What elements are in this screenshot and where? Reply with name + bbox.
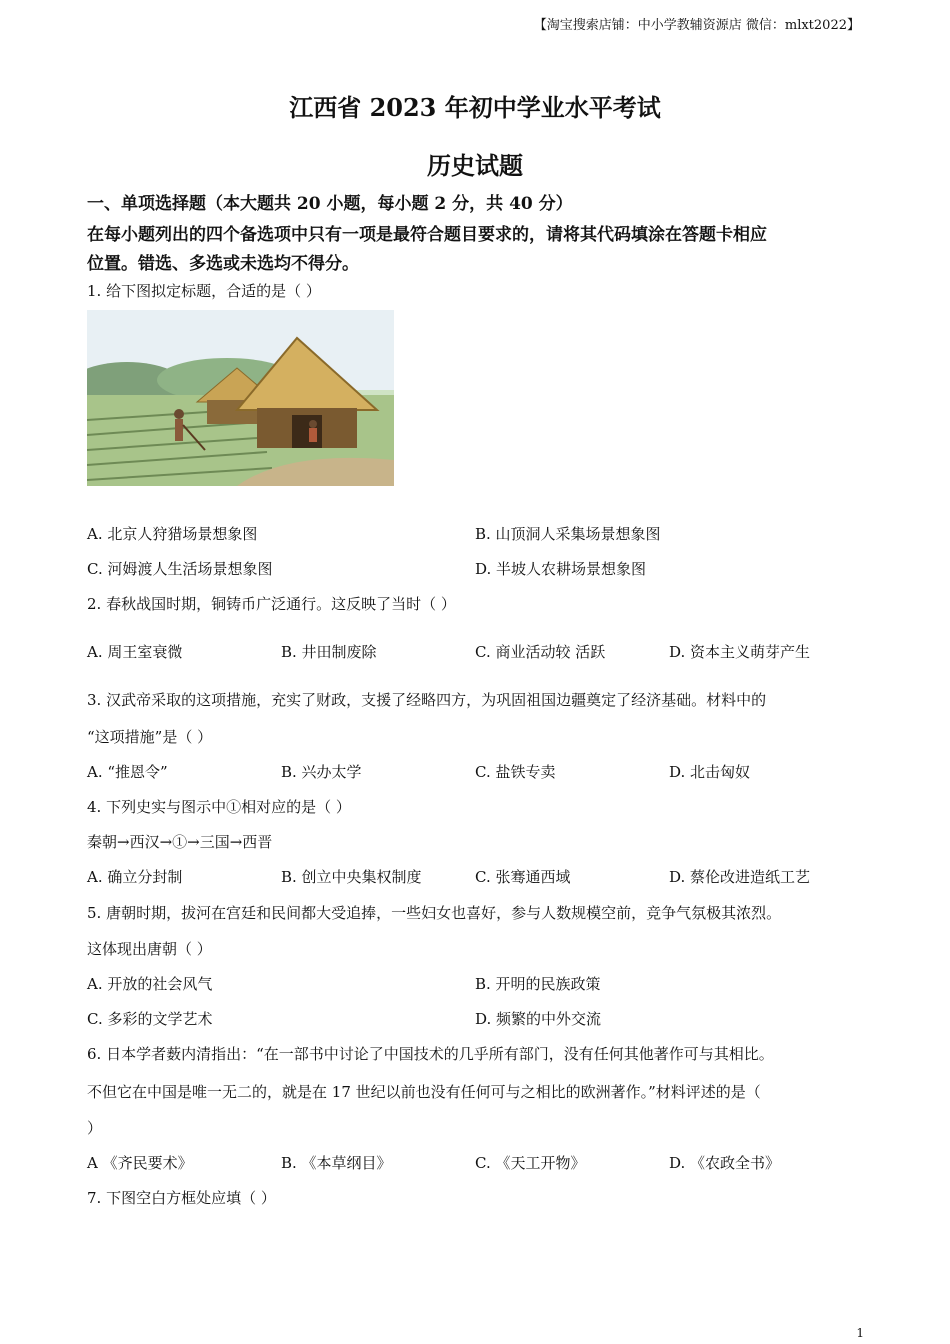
question-6-stem-line2: 不但它在中国是唯一无二的，就是在 17 世纪以前也没有任何可与之相比的欧洲著作。”材料评述的是（: [87, 1083, 761, 1101]
question-3-stem-line1: 3. 汉武帝采取的这项措施，充实了财政，支援了经略四方，为巩固祖国边疆奠定了经济基础。材料中的: [87, 691, 767, 709]
exam-title: 江西省 2023 年初中学业水平考试: [289, 93, 661, 122]
q4-option-c[interactable]: C. 张骞通西域: [475, 868, 571, 886]
section-instructions-line2: 位置。错选、多选或未选均不得分。: [87, 254, 359, 274]
dynasty-sequence-diagram: 秦朝→西汉→①→三国→西晋: [87, 833, 273, 851]
q5-option-c[interactable]: C. 多彩的文学艺术: [87, 1010, 213, 1028]
q4-option-a[interactable]: A. 确立分封制: [87, 868, 183, 886]
q1-option-a[interactable]: A. 北京人狩猎场景想象图: [87, 525, 258, 543]
q3-option-a[interactable]: A. “推恩令”: [87, 763, 168, 781]
q6-option-a[interactable]: A 《齐民要术》: [87, 1154, 193, 1172]
section-instructions-line1: 在每小题列出的四个备选项中只有一项是最符合题目要求的，请将其代码填涂在答题卡相应: [87, 225, 767, 245]
q4-option-b[interactable]: B. 创立中央集权制度: [281, 868, 422, 886]
question-3-stem-line2: “这项措施”是（ ）: [87, 728, 213, 746]
question-7-stem: 7. 下图空白方框处应填（ ）: [87, 1189, 276, 1207]
q5-option-a[interactable]: A. 开放的社会风气: [87, 975, 213, 993]
q3-option-b[interactable]: B. 兴办太学: [281, 763, 362, 781]
q1-option-d[interactable]: D. 半坡人农耕场景想象图: [475, 560, 647, 578]
question-5-stem-line2: 这体现出唐朝（ ）: [87, 940, 212, 958]
q5-option-b[interactable]: B. 开明的民族政策: [475, 975, 601, 993]
question-6-stem-line1: 6. 日本学者薮内清指出：“在一部书中讨论了中国技术的几乎所有部门，没有任何其他著作可与其相比。: [87, 1045, 774, 1063]
q6-option-b[interactable]: B. 《本草纲目》: [281, 1154, 392, 1172]
question-6-stem-line3: ）: [87, 1119, 103, 1137]
q5-option-d[interactable]: D. 频繁的中外交流: [475, 1010, 602, 1028]
q3-option-c[interactable]: C. 盐铁专卖: [475, 763, 556, 781]
q6-option-d[interactable]: D. 《农政全书》: [669, 1154, 781, 1172]
q6-option-c[interactable]: C. 《天工开物》: [475, 1154, 586, 1172]
question-1-stem: 1. 给下图拟定标题，合适的是（ ）: [87, 282, 321, 300]
question-4-stem: 4. 下列史实与图示中①相对应的是（ ）: [87, 798, 351, 816]
neolithic-village-illustration: [87, 310, 394, 486]
page-number: 1: [856, 1326, 864, 1340]
q1-option-b[interactable]: B. 山顶洞人采集场景想象图: [475, 525, 661, 543]
section-heading: 一、单项选择题（本大题共 20 小题，每小题 2 分，共 40 分）: [87, 194, 573, 214]
q2-option-d[interactable]: D. 资本主义萌芽产生: [669, 643, 811, 661]
q2-option-a[interactable]: A. 周王室衰微: [87, 643, 183, 661]
q4-option-d[interactable]: D. 蔡伦改进造纸工艺: [669, 868, 811, 886]
exam-subtitle: 历史试题: [427, 151, 523, 180]
q1-option-c[interactable]: C. 河姆渡人生活场景想象图: [87, 560, 273, 578]
header-watermark: 【淘宝搜索店铺：中小学教辅资源店 微信：mlxt2022】: [533, 18, 860, 33]
question-5-stem-line1: 5. 唐朝时期，拔河在宫廷和民间都大受追捧，一些妇女也喜好，参与人数规模空前，竞争气氛极其浓烈。: [87, 904, 782, 922]
question-2-stem: 2. 春秋战国时期，铜铸币广泛通行。这反映了当时（ ）: [87, 595, 456, 613]
q2-option-c[interactable]: C. 商业活动较 活跃: [475, 643, 606, 661]
q2-option-b[interactable]: B. 井田制废除: [281, 643, 377, 661]
q3-option-d[interactable]: D. 北击匈奴: [669, 763, 751, 781]
